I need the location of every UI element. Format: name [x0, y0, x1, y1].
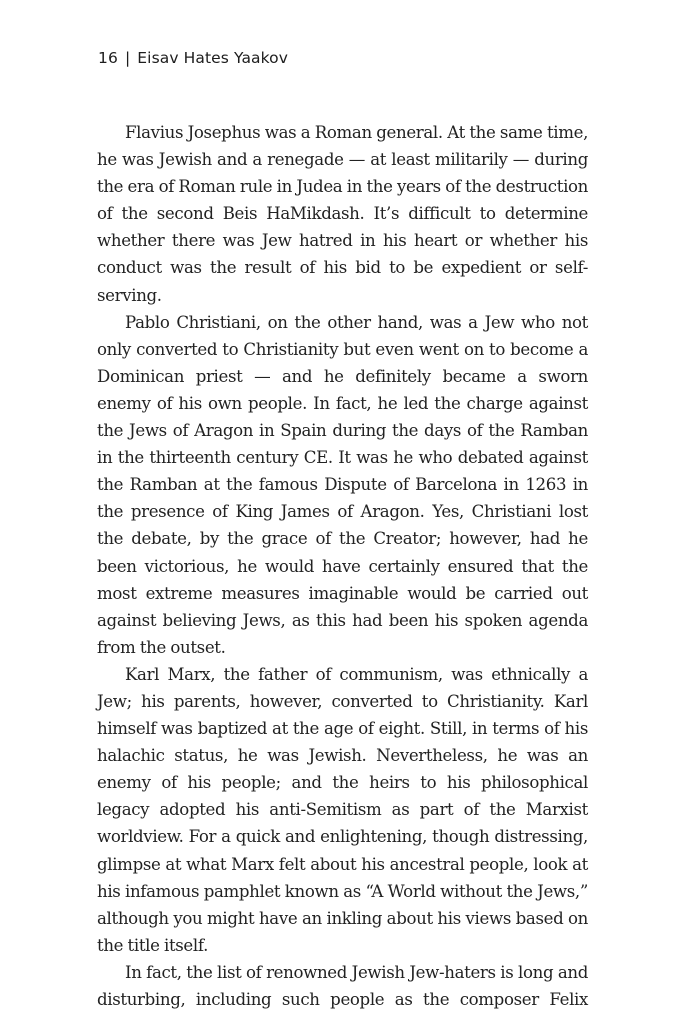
paragraph-christiani: Pablo Christiani, on the other hand, was a Jew who not only converted to Christianity but even went on to become a Dominican priest — and he definitely became a sworn enemy of his own people. In fact, he led the charge against the Jews of Aragon in Spain during the days of the Ramban in the thirteenth century CE. It was he who debated against the Ramban at the famous Dispute of Barcelona in 1263 in the presence of King James of Aragon. Yes, Christiani lost the debate, by the grace of the Creator; however, had he been victorious, he would have certainly ensured that the most extreme measures imaginable would be carried out against believing Jews, as this had been his spoken agenda from the outset.: [97, 312, 588, 657]
paragraph-list-of-jew-haters: In fact, the list of renowned Jewish Jew-haters is long and disturbing, including such people as the composer Felix: [97, 962, 588, 1009]
running-header: [98, 49, 288, 67]
book-title: Eisav Hates Yaakov: [137, 49, 289, 67]
paragraph-marx: Karl Marx, the father of communism, was ethnically a Jew; his parents, however, converted to Christianity. Karl himself was baptized at the age of eight. Still, in terms of his halachic status, he was Jewish. Nevertheless, he was an enemy of his people; and the heirs to his philosophical legacy adopted his anti-Semitism as part of the Marxist worldview. For a quick and enlightening, though distressing, glimpse at what Marx felt about his ancestral people, look at his infamous pamphlet known as “A World without the Jews,” although you might have an inkling about his views based on the title itself.: [97, 664, 588, 955]
page-number: 16: [98, 49, 118, 67]
header-separator: |: [124, 49, 131, 67]
body-text: [97, 119, 588, 1013]
paragraph-josephus: Flavius Josephus was a Roman general. At the same time, he was Jewish and a renegade — at least militarily — during the era of Roman rule in Judea in the years of the destruction of the second Beis HaMikdash. It’s difficult to determine whether there was Jew hatred in his heart or whether his conduct was the result of his bid to be expedient or self-serving.: [97, 123, 588, 305]
